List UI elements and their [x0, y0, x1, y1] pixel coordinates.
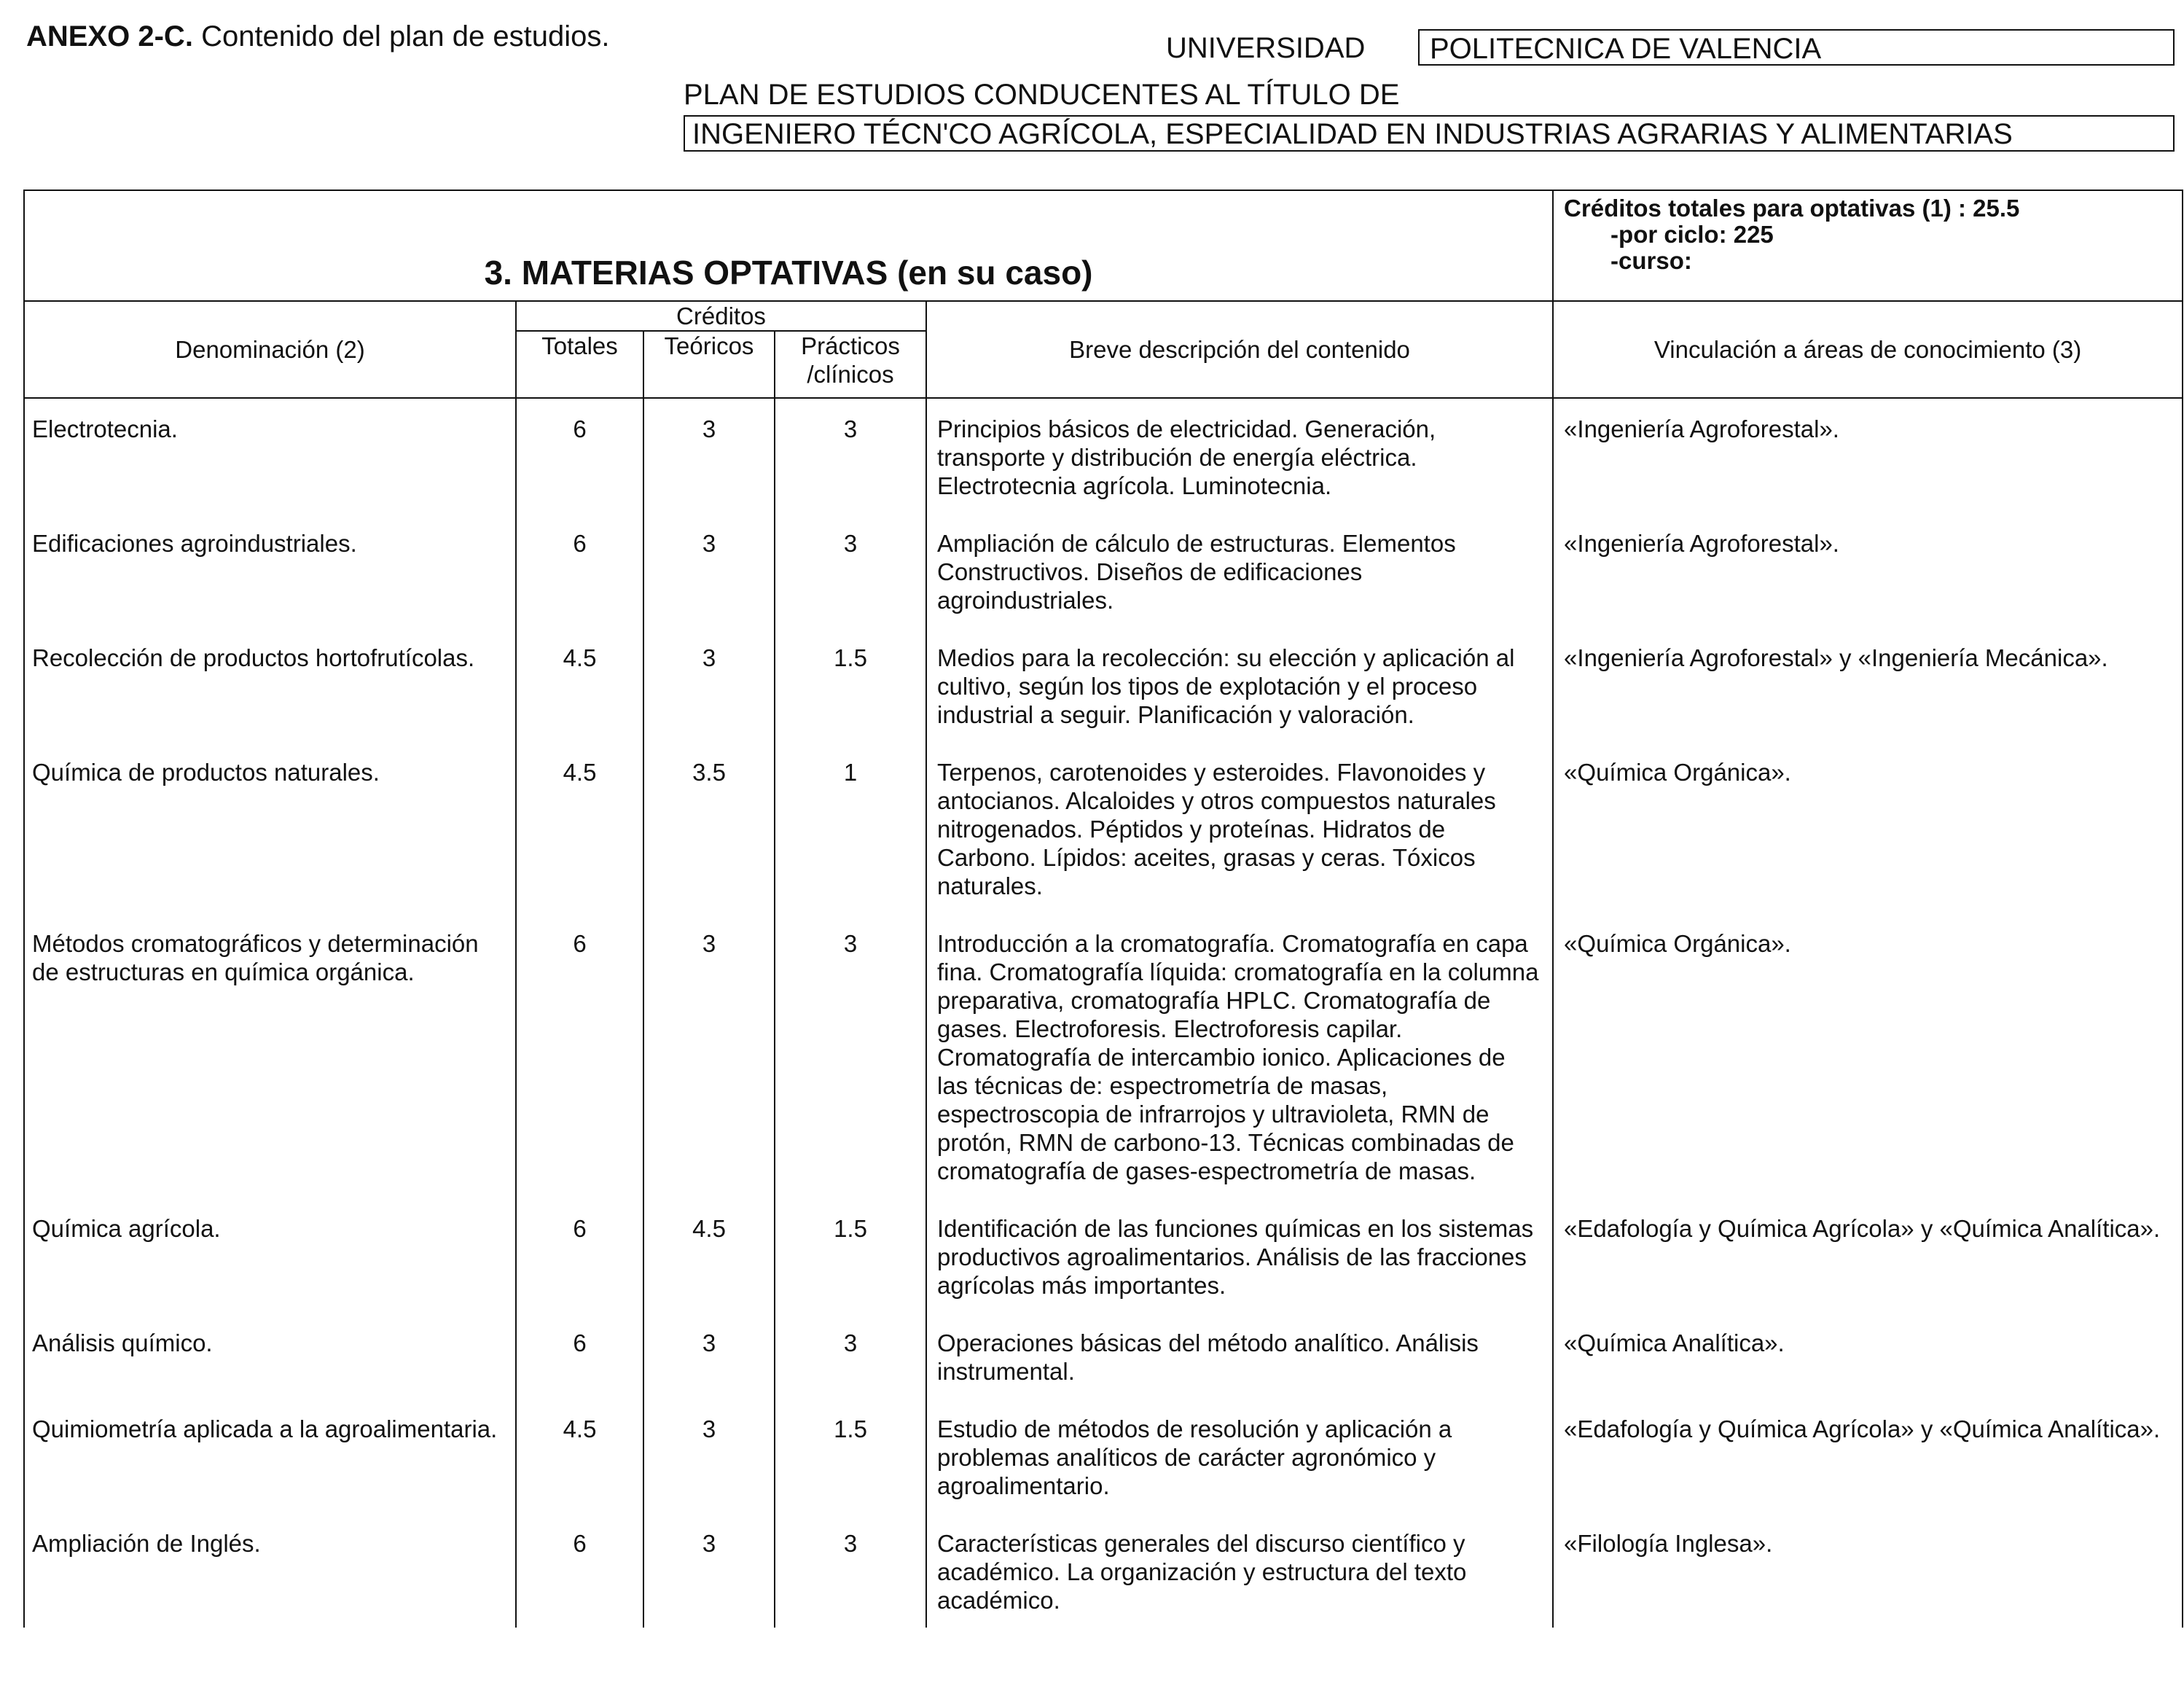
subject-name: Ampliación de Inglés.: [24, 1513, 516, 1628]
subject-name: Edificaciones agroindustriales.: [24, 513, 516, 628]
credits-info: [1553, 190, 2183, 301]
section-header-row: [24, 190, 2183, 301]
credits-total: 4.5: [516, 742, 643, 913]
credits-practice: 1: [775, 742, 926, 913]
knowledge-area: «Ingeniería Agroforestal».: [1553, 398, 2183, 513]
annex-text: Contenido del plan de estudios.: [201, 20, 610, 52]
table-row: [24, 1513, 2183, 1628]
credits-theory: 3: [643, 513, 775, 628]
col-creditos: Créditos: [516, 301, 926, 331]
credits-theory: 4.5: [643, 1198, 775, 1313]
credits-practice: 1.5: [775, 1198, 926, 1313]
content-description: Ampliación de cálculo de estructuras. Elementos Constructivos. Diseños de edificaciones agroindustriales.: [926, 513, 1553, 628]
table-body: [24, 398, 2183, 1628]
subject-name: Métodos cromatográficos y determinación de estructuras en química orgánica.: [24, 913, 516, 1198]
content-description: Principios básicos de electricidad. Generación, transporte y distribución de energía eléctrica. Electrotecnia agrícola. Luminotecnia.: [926, 398, 1553, 513]
col-vinculacion: Vinculación a áreas de conocimiento (3): [1553, 301, 2183, 398]
credits-practice: 3: [775, 913, 926, 1198]
content-description: Medios para la recolección: su elección y aplicación al cultivo, según los tipos de explotación y el proceso industrial a seguir. Planificación y valoración.: [926, 628, 1553, 742]
table-row: [24, 628, 2183, 742]
subject-name: Análisis químico.: [24, 1313, 516, 1399]
plan-label: PLAN DE ESTUDIOS CONDUCENTES AL TÍTULO DE: [684, 79, 1400, 111]
degree-title-box: INGENIERO TÉCN'CO AGRÍCOLA, ESPECIALIDAD EN INDUSTRIAS AGRARIAS Y ALIMENTARIAS: [684, 115, 2175, 152]
credits-per-cycle: -por ciclo: 225: [1610, 221, 1774, 248]
credits-practice: 3: [775, 513, 926, 628]
table-row: [24, 1198, 2183, 1313]
table-row: [24, 398, 2183, 513]
subject-name: Quimiometría aplicada a la agroalimentaria.: [24, 1399, 516, 1513]
credits-per-course: -curso:: [1610, 247, 1692, 274]
content-description: Operaciones básicas del método analítico. Análisis instrumental.: [926, 1313, 1553, 1399]
content-description: Estudio de métodos de resolución y aplicación a problemas analíticos de carácter agronómico y agroalimentario.: [926, 1399, 1553, 1513]
annex-label: ANEXO 2-C.: [26, 20, 193, 52]
credits-total: Créditos totales para optativas (1) : 25.5: [1564, 195, 2020, 222]
subject-name: Recolección de productos hortofrutícolas.: [24, 628, 516, 742]
credits-theory: 3.5: [643, 742, 775, 913]
subject-name: Química de productos naturales.: [24, 742, 516, 913]
subject-name: Electrotecnia.: [24, 398, 516, 513]
credits-theory: 3: [643, 913, 775, 1198]
credits-total: 4.5: [516, 628, 643, 742]
annex-heading: [26, 20, 609, 53]
credits-theory: 3: [643, 1513, 775, 1628]
knowledge-area: «Química Orgánica».: [1553, 742, 2183, 913]
knowledge-area: «Química Analítica».: [1553, 1313, 2183, 1399]
credits-total: 6: [516, 398, 643, 513]
credits-practice: 3: [775, 1313, 926, 1399]
credits-theory: 3: [643, 1399, 775, 1513]
col-totales: Totales: [516, 331, 643, 398]
section-title: 3. MATERIAS OPTATIVAS (en su caso): [24, 190, 1553, 301]
credits-total: 6: [516, 1313, 643, 1399]
content-description: Introducción a la cromatografía. Cromatografía en capa fina. Cromatografía líquida: cromatografía en la columna preparativa, cromatografía HPLC. Cromatografía de gases. Electroforesis. Electroforesis capilar. Cromatografía de intercambio ionico. Aplicaciones de las técnicas de: espectrometría de masas, espectroscopia de infrarrojos y ultravioleta, RMN de protón, RMN de carbono-13. Técnicas combinadas de cromatografía de gases-espectrometría de masas.: [926, 913, 1553, 1198]
credits-total: 6: [516, 1513, 643, 1628]
knowledge-area: «Química Orgánica».: [1553, 913, 2183, 1198]
col-denominacion: Denominación (2): [24, 301, 516, 398]
knowledge-area: «Ingeniería Agroforestal».: [1553, 513, 2183, 628]
table-row: [24, 513, 2183, 628]
col-teoricos: Teóricos: [643, 331, 775, 398]
university-name-box: POLITECNICA DE VALENCIA: [1418, 29, 2175, 66]
credits-practice: 3: [775, 1513, 926, 1628]
knowledge-area: «Filología Inglesa».: [1553, 1513, 2183, 1628]
column-header-row-1: [24, 301, 2183, 331]
credits-total: 6: [516, 513, 643, 628]
university-label: UNIVERSIDAD: [1166, 32, 1366, 64]
table-row: [24, 742, 2183, 913]
optativas-table: [23, 190, 2183, 1628]
table-row: [24, 1399, 2183, 1513]
credits-theory: 3: [643, 1313, 775, 1399]
knowledge-area: «Edafología y Química Agrícola» y «Química Analítica».: [1553, 1399, 2183, 1513]
col-practicos: Prácticos /clínicos: [775, 331, 926, 398]
credits-theory: 3: [643, 398, 775, 513]
knowledge-area: «Edafología y Química Agrícola» y «Química Analítica».: [1553, 1198, 2183, 1313]
credits-practice: 1.5: [775, 1399, 926, 1513]
content-description: Terpenos, carotenoides y esteroides. Flavonoides y antocianos. Alcaloides y otros compuestos naturales nitrogenados. Péptidos y proteínas. Hidratos de Carbono. Lípidos: aceites, grasas y ceras. Tóxicos naturales.: [926, 742, 1553, 913]
subject-name: Química agrícola.: [24, 1198, 516, 1313]
content-description: Características generales del discurso científico y académico. La organización y estructura del texto académico.: [926, 1513, 1553, 1628]
credits-total: 6: [516, 913, 643, 1198]
credits-total: 4.5: [516, 1399, 643, 1513]
table-row: [24, 1313, 2183, 1399]
knowledge-area: «Ingeniería Agroforestal» y «Ingeniería Mecánica».: [1553, 628, 2183, 742]
credits-practice: 3: [775, 398, 926, 513]
credits-theory: 3: [643, 628, 775, 742]
col-descripcion: Breve descripción del contenido: [926, 301, 1553, 398]
content-description: Identificación de las funciones químicas en los sistemas productivos agroalimentarios. Análisis de las fracciones agrícolas más importantes.: [926, 1198, 1553, 1313]
credits-total: 6: [516, 1198, 643, 1313]
table-row: [24, 913, 2183, 1198]
credits-practice: 1.5: [775, 628, 926, 742]
